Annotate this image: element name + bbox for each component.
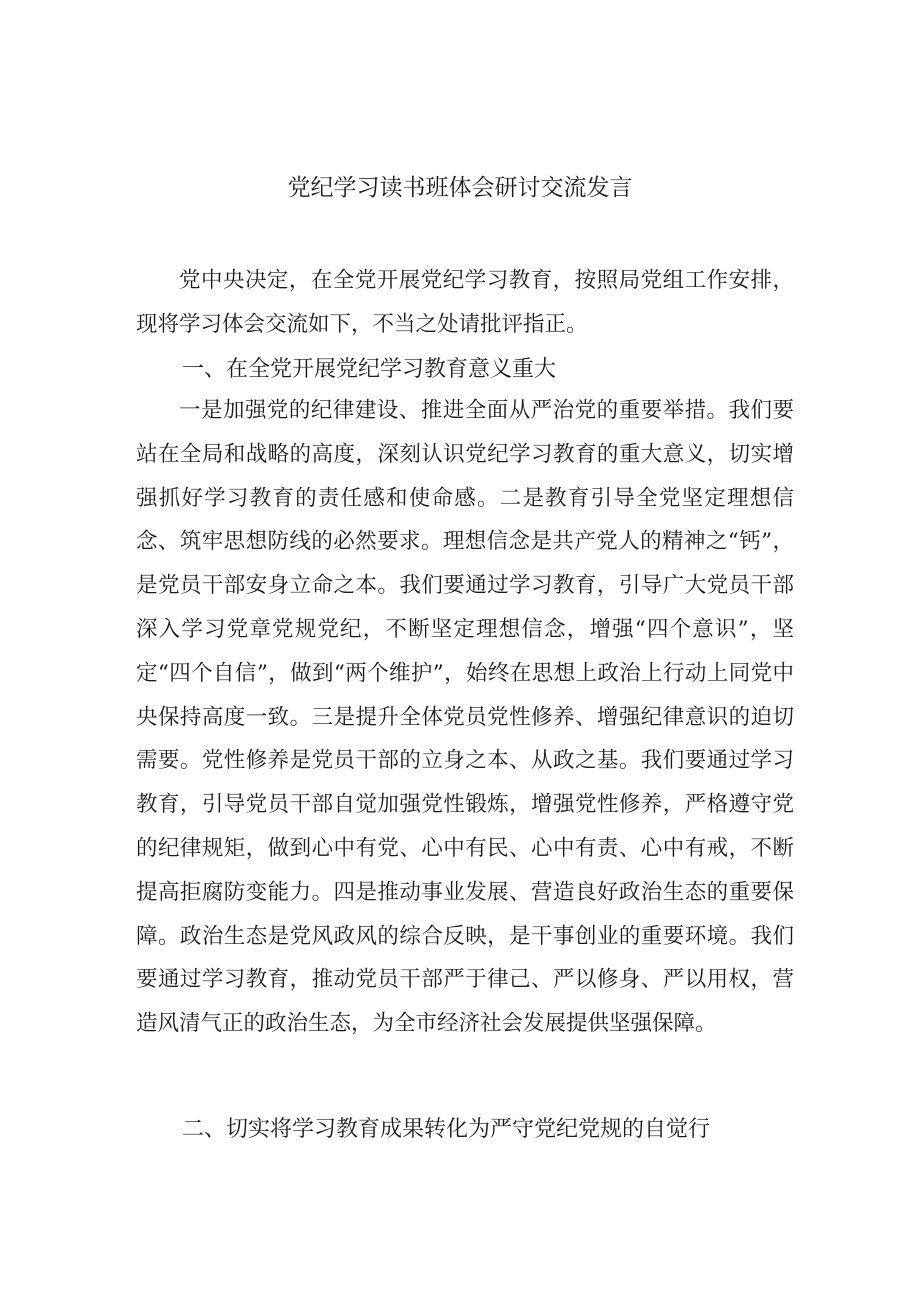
section-2-heading: 二、切实将学习教育成果转化为严守党纪党规的自觉行	[182, 1117, 711, 1142]
section-1-heading: 一、在全党开展党纪学习教育意义重大	[182, 357, 557, 382]
section-1-body: 一是加强党的纪律建设、推进全面从严治党的重要举措。我们要站在全局和战略的高度，深刻认识党纪学习教育的重大意义，切实增强抓好学习教育的责任感和使命感。二是教育引导全党坚定理想信念、筑牢思想防线的必然要求。理想信念是共产党人的精神之“钙”，是党员干部安身立命之本。我们要通过学习教育，引导广大党员干部深入学习党章党规党纪，不断坚定理想信念，增强“四个意识”，坚定“四个自信”，做到“两个维护”，始终在思想上政治上行动上同党中央保持高度一致。三是提升全体党员党性修养、增强纪律意识的迫切需要。党性修养是党员干部的立身之本、从政之基。我们要通过学习教育，引导党员干部自觉加强党性锻炼，增强党性修养，严格遵守党的纪律规矩，做到心中有党、心中有民、心中有责、心中有戒，不断提高拒腐防变能力。四是推动事业发展、营造良好政治生态的重要保障。政治生态是党风政风的综合反映，是干事创业的重要环境。我们要通过学习教育，推动党员干部严于律己、严以修身、严以用权，营造风清气正的政治生态，为全市经济社会发展提供坚强保障。	[136, 398, 794, 1037]
intro-paragraph: 党中央决定，在全党开展党纪学习教育，按照局党组工作安排，现将学习体会交流如下，不当之处请批评指正。	[136, 268, 794, 337]
document-title: 党纪学习读书班体会研讨交流发言	[287, 175, 633, 201]
